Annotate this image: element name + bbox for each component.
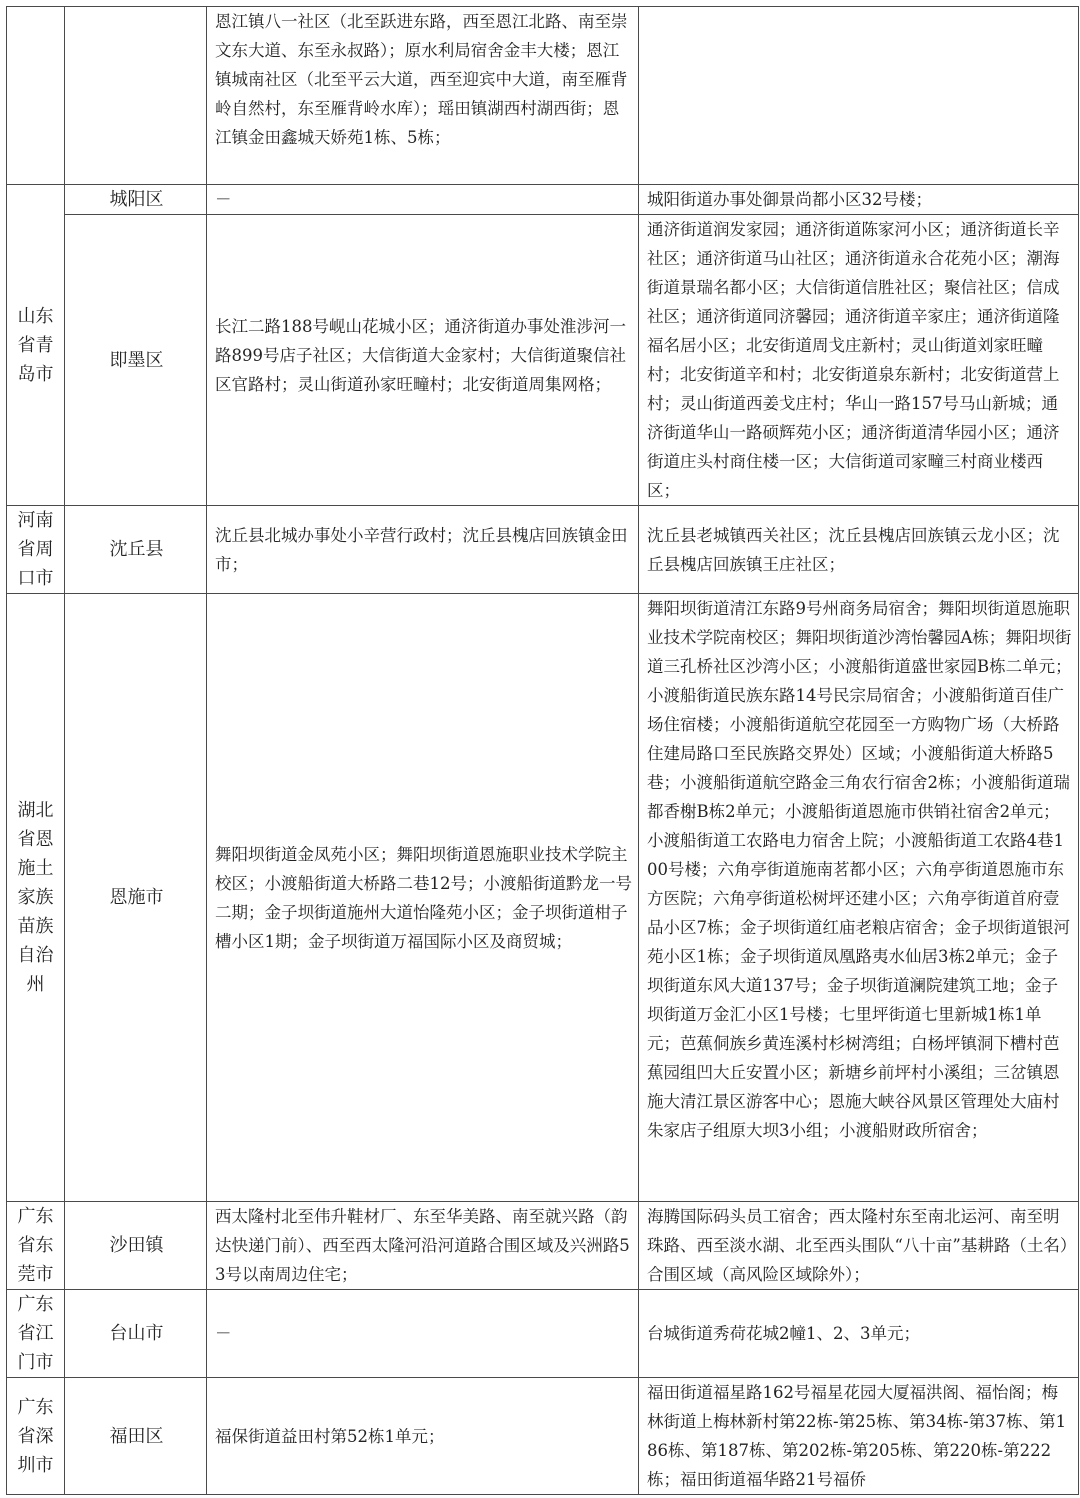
table-row [7,1290,1079,1378]
district-cell: 沈丘县 [65,506,207,594]
table-row [7,1378,1079,1495]
low-risk-cell: 福田街道福星路162号福星花园大厦福洪阁、福怡阁；梅林街道上梅林新村第22栋-第25栋、第34栋-第37栋、第186栋、第187栋、第202栋-第205栋、第220栋-第222栋；福田街道福华路21号福侨 [639,1378,1079,1495]
table-row [7,506,1079,594]
medium-risk-cell: 福保街道益田村第52栋1单元； [207,1378,639,1495]
table-row [7,594,1079,1202]
province-cell: 河南省周口市 [7,506,65,594]
district-cell: 台山市 [65,1290,207,1378]
medium-risk-cell: 西太隆村北至伟升鞋材厂、东至华美路、南至就兴路（韵达快递门前）、西至西太隆河沿河道路合围区域及兴洲路53号以南周边住宅； [207,1202,639,1290]
low-risk-cell: 台城街道秀荷花城2幢1、2、3单元； [639,1290,1079,1378]
table-row [7,7,1079,185]
province-cell: 广东省东莞市 [7,1202,65,1290]
table-row [7,1202,1079,1290]
low-risk-cell: 舞阳坝街道清江东路9号州商务局宿舍；舞阳坝街道恩施职业技术学院南校区；舞阳坝街道沙湾怡馨园A栋；舞阳坝街道三孔桥社区沙湾小区；小渡船街道盛世家园B栋二单元；小渡船街道民族东路14号民宗局宿舍；小渡船街道百佳广场住宿楼；小渡船街道航空花园至一方购物广场（大桥路住建局路口至民族路交界处）区域；小渡船街道大桥路5巷；小渡船街道航空路金三角农行宿舍2栋；小渡船街道瑞都香榭B栋2单元；小渡船街道恩施市供销社宿舍2单元；小渡船街道工农路电力宿舍上院；小渡船街道工农路4巷100号楼；六角亭街道施南茗都小区；六角亭街道恩施市东方医院；六角亭街道松树坪还建小区；六角亭街道首府壹品小区7栋；金子坝街道红庙老粮店宿舍；金子坝街道银河苑小区1栋；金子坝街道凤凰路夷水仙居3栋2单元；金子坝街道东风大道137号；金子坝街道澜院建筑工地；金子坝街道万金汇小区1号楼；七里坪街道七里新城1栋1单元；芭蕉侗族乡黄连溪村杉树湾组；白杨坪镇洞下槽村芭蕉园组凹大丘安置小区；新塘乡前坪村小溪组；三岔镇恩施大清江景区游客中心；恩施大峡谷风景区管理处大庙村朱家店子组原大坝3小组；小渡船财政所宿舍； [639,594,1079,1202]
province-cell: 山东省青岛市 [7,185,65,506]
district-cell: 沙田镇 [65,1202,207,1290]
district-cell: 城阳区 [65,185,207,215]
district-cell: 即墨区 [65,215,207,506]
district-cell: 恩施市 [65,594,207,1202]
table-row [7,215,1079,506]
district-cell [65,7,207,185]
medium-risk-cell: 沈丘县北城办事处小辛营行政村；沈丘县槐店回族镇金田市； [207,506,639,594]
medium-risk-cell: 长江二路188号岘山花城小区；通济街道办事处淮涉河一路899号店子社区；大信街道大金家村；大信街道聚信社区官路村；灵山街道孙家旺疃村；北安街道周集网格； [207,215,639,506]
medium-risk-cell: － [207,1290,639,1378]
low-risk-cell: 海腾国际码头员工宿舍；西太隆村东至南北运河、南至明珠路、西至淡水湖、北至西头围队“八十亩”基耕路（土名）合围区域（高风险区域除外）； [639,1202,1079,1290]
low-risk-cell: 城阳街道办事处御景尚都小区32号楼； [639,185,1079,215]
province-cell: 湖北省恩施土家族苗族自治州 [7,594,65,1202]
medium-risk-cell: 舞阳坝街道金凤苑小区；舞阳坝街道恩施职业技术学院主校区；小渡船街道大桥路二巷12号；小渡船街道黔龙一号二期；金子坝街道施州大道怡隆苑小区；金子坝街道柑子槽小区1期；金子坝街道万福国际小区及商贸城； [207,594,639,1202]
province-cell: 广东省江门市 [7,1290,65,1378]
risk-area-table [6,6,1079,1495]
province-cell [7,7,65,185]
low-risk-cell: 沈丘县老城镇西关社区；沈丘县槐店回族镇云龙小区；沈丘县槐店回族镇王庄社区； [639,506,1079,594]
low-risk-cell: 通济街道润发家园；通济街道陈家河小区；通济街道长辛社区；通济街道马山社区；通济街道永合花苑小区；潮海街道景瑞名都小区；大信街道信胜社区；聚信社区；信成社区；通济街道同济馨园；通济街道辛家庄；通济街道隆福名居小区；北安街道周戈庄新村；灵山街道刘家旺疃村；北安街道辛和村；北安街道泉东新村；北安街道营上村；灵山街道西姜戈庄村；华山一路157号马山新城；通济街道华山一路硕辉苑小区；通济街道清华园小区；通济街道庄头村商住楼一区；大信街道司家疃三村商业楼西区； [639,215,1079,506]
table-row [7,185,1079,215]
low-risk-cell [639,7,1079,185]
medium-risk-cell: － [207,185,639,215]
district-cell: 福田区 [65,1378,207,1495]
province-cell: 广东省深圳市 [7,1378,65,1495]
medium-risk-cell: 恩江镇八一社区（北至跃进东路，西至恩江北路、南至崇文东大道、东至永叔路）；原水利局宿舍金丰大楼；恩江镇城南社区（北至平云大道，西至迎宾中大道，南至雁背岭自然村，东至雁背岭水库）；瑶田镇湖西村湖西街；恩江镇金田鑫城天娇苑1栋、5栋； [207,7,639,185]
